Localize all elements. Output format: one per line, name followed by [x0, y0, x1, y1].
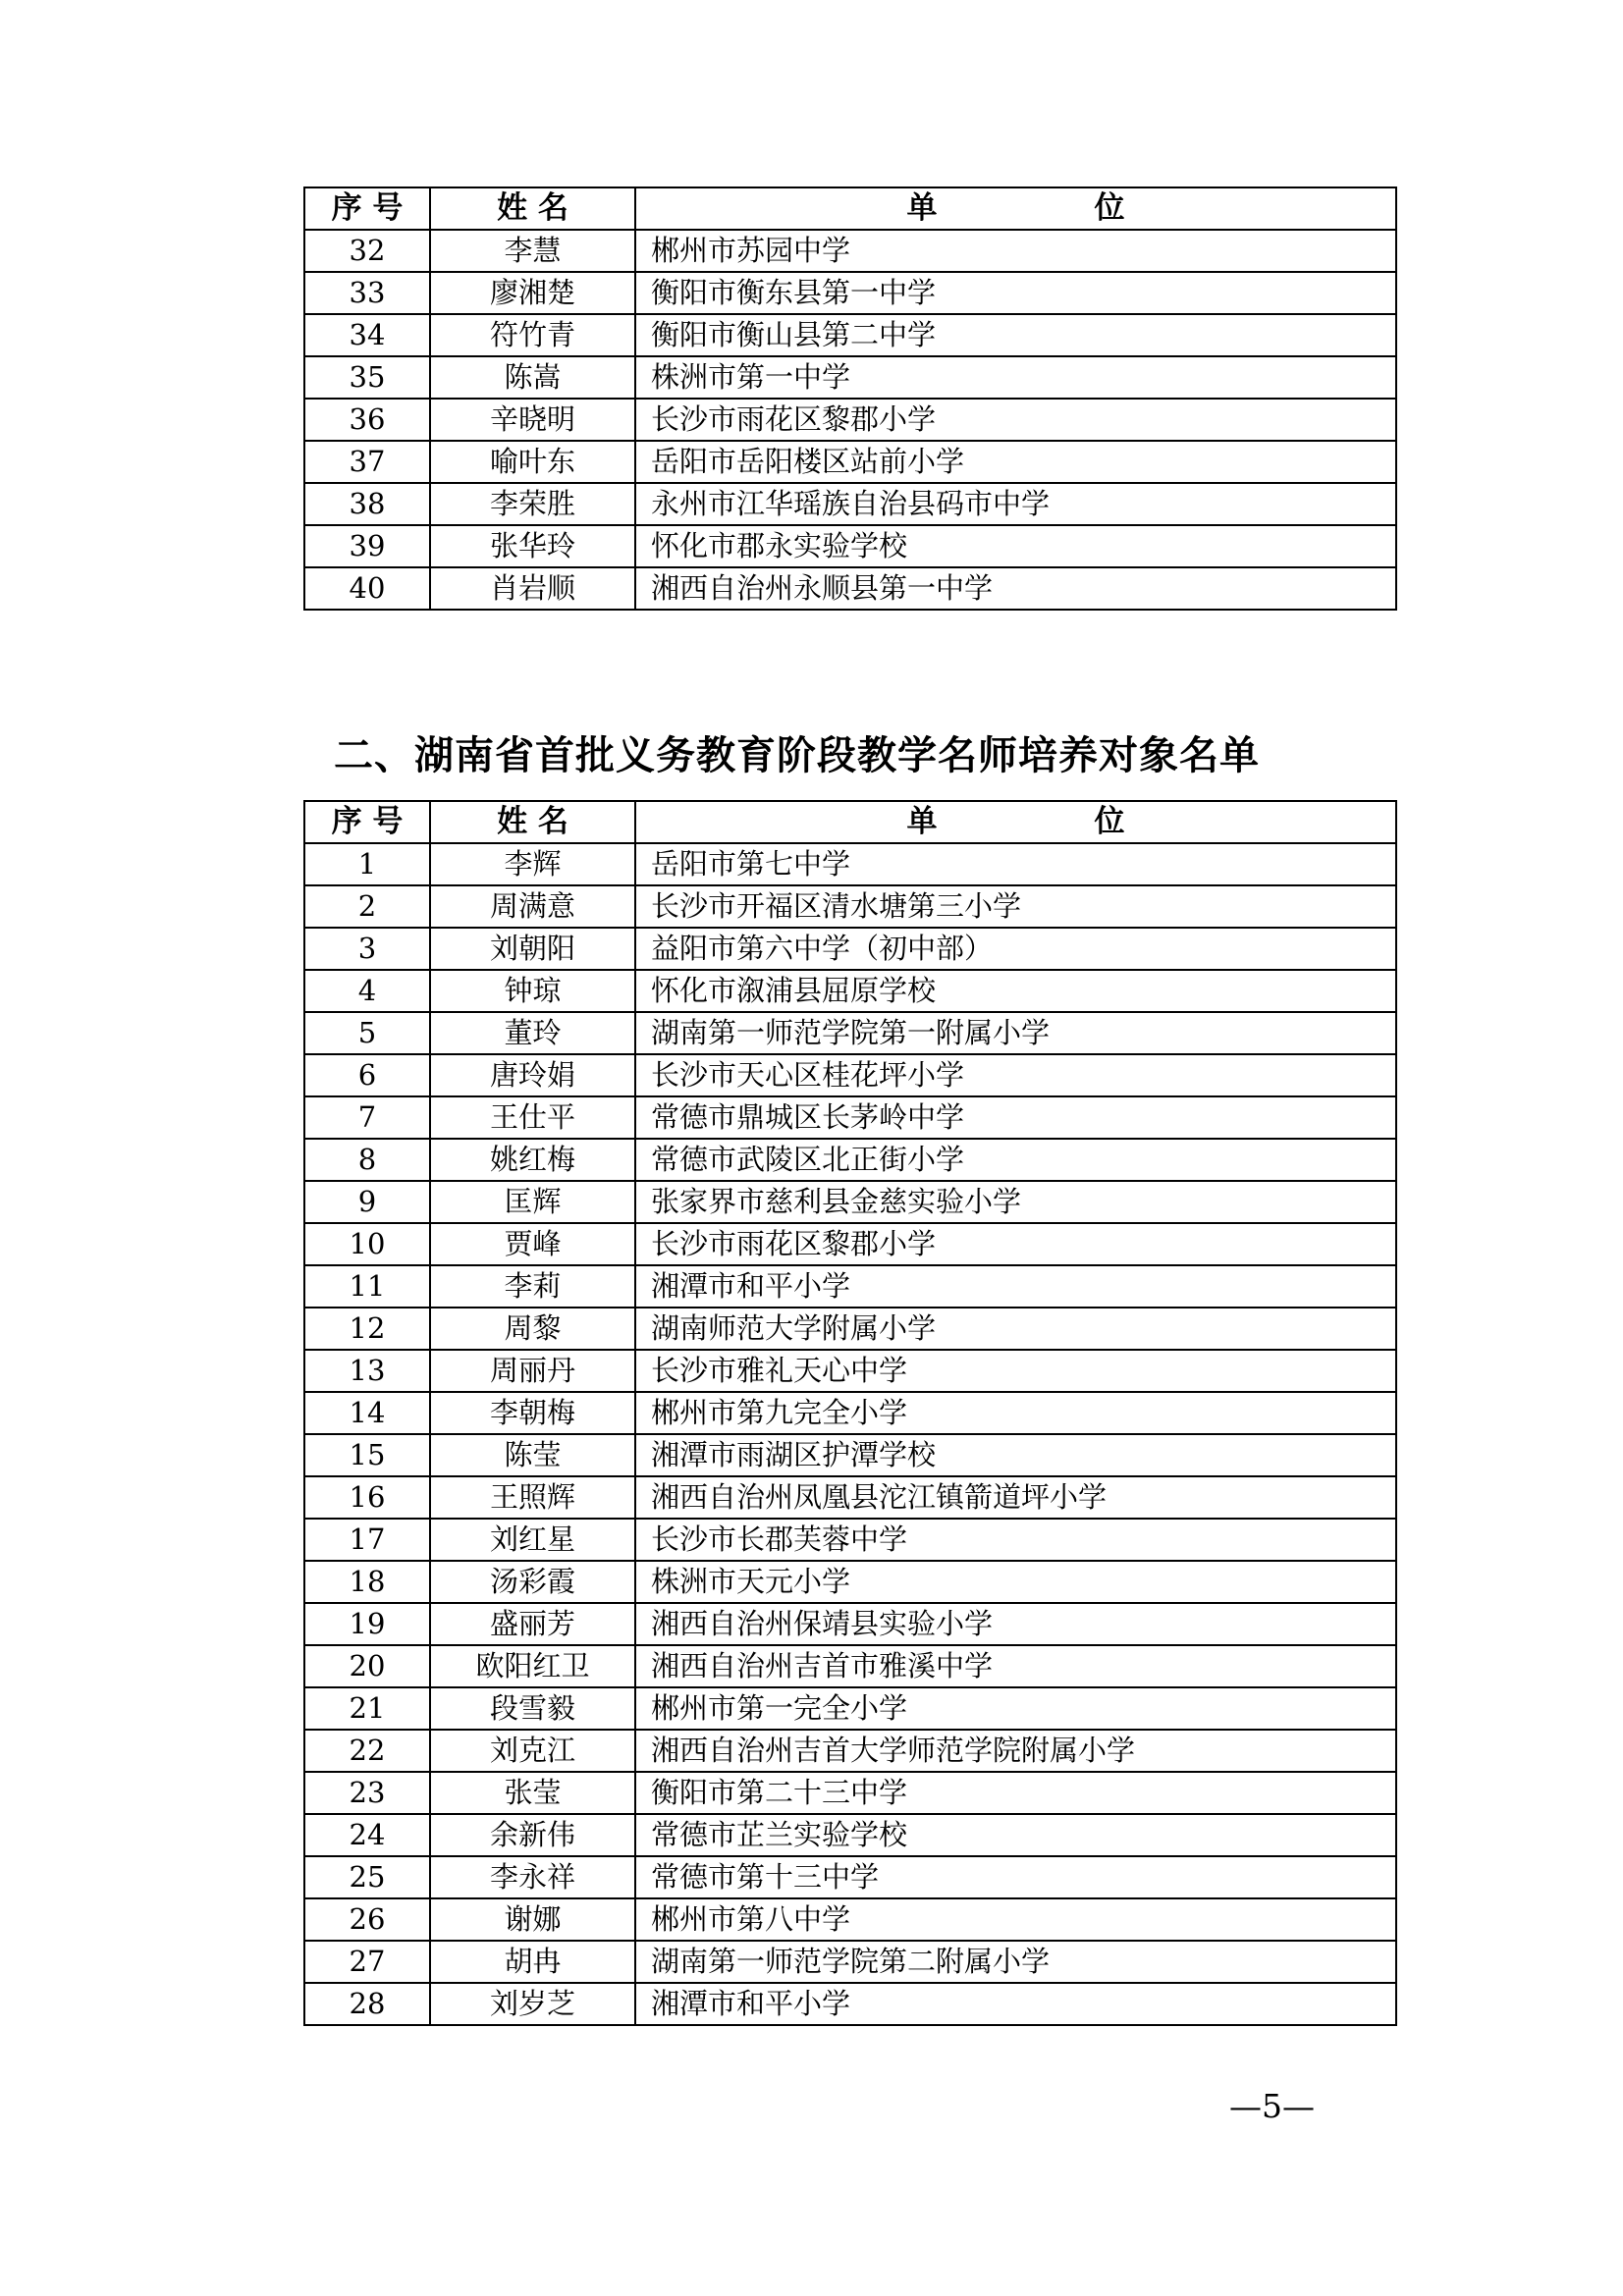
cell-no: 23: [304, 1772, 430, 1814]
cell-unit: 湘西自治州吉首市雅溪中学: [635, 1645, 1396, 1687]
cell-name: 董玲: [430, 1012, 635, 1054]
cell-no: 12: [304, 1308, 430, 1350]
table-row: [304, 1730, 1396, 1772]
roster-table-continued: [303, 187, 1397, 611]
table-row: [304, 1772, 1396, 1814]
cell-unit: 岳阳市第七中学: [635, 843, 1396, 885]
cell-no: 40: [304, 567, 430, 610]
roster-table-teachers: [303, 800, 1397, 2026]
cell-no: 27: [304, 1941, 430, 1983]
table-row: [304, 1139, 1396, 1181]
table-row: [304, 843, 1396, 885]
cell-unit: 长沙市天心区桂花坪小学: [635, 1054, 1396, 1096]
cell-name: 王照辉: [430, 1476, 635, 1519]
cell-unit: 湖南第一师范学院第一附属小学: [635, 1012, 1396, 1054]
cell-no: 19: [304, 1603, 430, 1645]
cell-name: 钟琼: [430, 970, 635, 1012]
cell-name: 李朝梅: [430, 1392, 635, 1434]
table-body: [304, 230, 1396, 610]
cell-unit: 株洲市第一中学: [635, 356, 1396, 399]
table-row: [304, 1476, 1396, 1519]
cell-unit: 湘潭市和平小学: [635, 1983, 1396, 2025]
cell-no: 8: [304, 1139, 430, 1181]
cell-no: 1: [304, 843, 430, 885]
table-row: [304, 1181, 1396, 1223]
table-row: [304, 567, 1396, 610]
cell-name: 李永祥: [430, 1856, 635, 1898]
cell-no: 6: [304, 1054, 430, 1096]
cell-unit: 湖南第一师范学院第二附属小学: [635, 1941, 1396, 1983]
table-row: [304, 1898, 1396, 1941]
header-unit-char-b: 位: [1094, 804, 1125, 839]
table-row: [304, 272, 1396, 314]
table-row: [304, 970, 1396, 1012]
cell-no: 21: [304, 1687, 430, 1730]
header-no: 序 号: [304, 801, 430, 843]
cell-name: 符竹青: [430, 314, 635, 356]
cell-no: 3: [304, 928, 430, 970]
table-row: [304, 1856, 1396, 1898]
cell-name: 周满意: [430, 885, 635, 928]
table-row: [304, 928, 1396, 970]
table-row: [304, 885, 1396, 928]
cell-name: 陈莹: [430, 1434, 635, 1476]
cell-unit: 株洲市天元小学: [635, 1561, 1396, 1603]
cell-unit: 怀化市溆浦县屈原学校: [635, 970, 1396, 1012]
cell-name: 李慧: [430, 230, 635, 272]
table-header-row: [304, 801, 1396, 843]
cell-unit: 衡阳市衡山县第二中学: [635, 314, 1396, 356]
cell-no: 4: [304, 970, 430, 1012]
cell-unit: 郴州市第八中学: [635, 1898, 1396, 1941]
cell-no: 7: [304, 1096, 430, 1139]
table-row: [304, 1687, 1396, 1730]
table-row: [304, 1012, 1396, 1054]
cell-unit: 怀化市郡永实验学校: [635, 525, 1396, 567]
cell-name: 欧阳红卫: [430, 1645, 635, 1687]
header-unit: [635, 801, 1396, 843]
cell-unit: 郴州市第九完全小学: [635, 1392, 1396, 1434]
cell-no: 20: [304, 1645, 430, 1687]
table-row: [304, 1350, 1396, 1392]
cell-name: 汤彩霞: [430, 1561, 635, 1603]
header-no: 序 号: [304, 187, 430, 230]
cell-name: 陈嵩: [430, 356, 635, 399]
cell-unit: 永州市江华瑶族自治县码市中学: [635, 483, 1396, 525]
cell-name: 王仕平: [430, 1096, 635, 1139]
cell-name: 余新伟: [430, 1814, 635, 1856]
cell-unit: 常德市武陵区北正街小学: [635, 1139, 1396, 1181]
cell-unit: 郴州市第一完全小学: [635, 1687, 1396, 1730]
cell-unit: 湘潭市和平小学: [635, 1265, 1396, 1308]
header-unit: [635, 187, 1396, 230]
cell-no: 9: [304, 1181, 430, 1223]
cell-name: 李荣胜: [430, 483, 635, 525]
header-unit-char-a: 单: [906, 190, 938, 226]
table-row: [304, 1814, 1396, 1856]
table-row: [304, 1096, 1396, 1139]
table-row: [304, 1983, 1396, 2025]
cell-no: 26: [304, 1898, 430, 1941]
table-row: [304, 1054, 1396, 1096]
table-row: [304, 525, 1396, 567]
cell-name: 周黎: [430, 1308, 635, 1350]
cell-unit: 常德市芷兰实验学校: [635, 1814, 1396, 1856]
cell-no: 32: [304, 230, 430, 272]
cell-unit: 益阳市第六中学（初中部）: [635, 928, 1396, 970]
cell-no: 22: [304, 1730, 430, 1772]
cell-name: 姚红梅: [430, 1139, 635, 1181]
cell-no: 36: [304, 399, 430, 441]
cell-name: 肖岩顺: [430, 567, 635, 610]
cell-name: 谢娜: [430, 1898, 635, 1941]
cell-unit: 长沙市雨花区黎郡小学: [635, 399, 1396, 441]
cell-name: 胡冉: [430, 1941, 635, 1983]
cell-unit: 湘潭市雨湖区护潭学校: [635, 1434, 1396, 1476]
header-unit-char-b: 位: [1094, 190, 1125, 226]
cell-no: 24: [304, 1814, 430, 1856]
cell-unit: 长沙市雅礼天心中学: [635, 1350, 1396, 1392]
cell-name: 辛晓明: [430, 399, 635, 441]
cell-name: 唐玲娟: [430, 1054, 635, 1096]
header-name: 姓 名: [430, 187, 635, 230]
table-row: [304, 441, 1396, 483]
cell-no: 39: [304, 525, 430, 567]
table-row: [304, 1561, 1396, 1603]
table-row: [304, 399, 1396, 441]
table-row: [304, 1603, 1396, 1645]
table-row: [304, 314, 1396, 356]
cell-name: 贾峰: [430, 1223, 635, 1265]
cell-unit: 衡阳市第二十三中学: [635, 1772, 1396, 1814]
header-unit-char-a: 单: [906, 804, 938, 839]
cell-no: 25: [304, 1856, 430, 1898]
cell-name: 刘岁芝: [430, 1983, 635, 2025]
cell-no: 37: [304, 441, 430, 483]
header-name: 姓 名: [430, 801, 635, 843]
cell-name: 廖湘楚: [430, 272, 635, 314]
cell-no: 13: [304, 1350, 430, 1392]
cell-name: 张华玲: [430, 525, 635, 567]
cell-unit: 常德市鼎城区长茅岭中学: [635, 1096, 1396, 1139]
table-row: [304, 1645, 1396, 1687]
cell-unit: 郴州市苏园中学: [635, 230, 1396, 272]
cell-name: 张莹: [430, 1772, 635, 1814]
cell-unit: 湘西自治州保靖县实验小学: [635, 1603, 1396, 1645]
cell-no: 35: [304, 356, 430, 399]
cell-name: 匡辉: [430, 1181, 635, 1223]
cell-no: 17: [304, 1519, 430, 1561]
cell-name: 盛丽芳: [430, 1603, 635, 1645]
cell-name: 刘红星: [430, 1519, 635, 1561]
table-row: [304, 483, 1396, 525]
cell-no: 11: [304, 1265, 430, 1308]
cell-no: 33: [304, 272, 430, 314]
cell-no: 38: [304, 483, 430, 525]
cell-unit: 长沙市长郡芙蓉中学: [635, 1519, 1396, 1561]
cell-no: 34: [304, 314, 430, 356]
table-row: [304, 1519, 1396, 1561]
table-row: [304, 1434, 1396, 1476]
table-row: [304, 1392, 1396, 1434]
table-row: [304, 1308, 1396, 1350]
cell-unit: 常德市第十三中学: [635, 1856, 1396, 1898]
cell-unit: 长沙市雨花区黎郡小学: [635, 1223, 1396, 1265]
cell-name: 李辉: [430, 843, 635, 885]
table-body: [304, 843, 1396, 2025]
page-number: —5—: [1229, 2087, 1315, 2125]
table-row: [304, 356, 1396, 399]
cell-name: 段雪毅: [430, 1687, 635, 1730]
cell-name: 周丽丹: [430, 1350, 635, 1392]
cell-no: 28: [304, 1983, 430, 2025]
cell-unit: 长沙市开福区清水塘第三小学: [635, 885, 1396, 928]
cell-no: 2: [304, 885, 430, 928]
cell-unit: 湖南师范大学附属小学: [635, 1308, 1396, 1350]
table-row: [304, 1223, 1396, 1265]
section-title: 二、湖南省首批义务教育阶段教学名师培养对象名单: [334, 733, 1260, 778]
table-header-row: [304, 187, 1396, 230]
table-row: [304, 230, 1396, 272]
cell-unit: 湘西自治州凤凰县沱江镇箭道坪小学: [635, 1476, 1396, 1519]
cell-unit: 衡阳市衡东县第一中学: [635, 272, 1396, 314]
cell-name: 喻叶东: [430, 441, 635, 483]
cell-no: 14: [304, 1392, 430, 1434]
cell-no: 18: [304, 1561, 430, 1603]
cell-no: 10: [304, 1223, 430, 1265]
table-row: [304, 1265, 1396, 1308]
cell-name: 刘朝阳: [430, 928, 635, 970]
cell-unit: 岳阳市岳阳楼区站前小学: [635, 441, 1396, 483]
cell-unit: 湘西自治州永顺县第一中学: [635, 567, 1396, 610]
cell-unit: 湘西自治州吉首大学师范学院附属小学: [635, 1730, 1396, 1772]
cell-unit: 张家界市慈利县金慈实验小学: [635, 1181, 1396, 1223]
cell-no: 15: [304, 1434, 430, 1476]
cell-name: 刘克江: [430, 1730, 635, 1772]
cell-name: 李莉: [430, 1265, 635, 1308]
cell-no: 5: [304, 1012, 430, 1054]
table-row: [304, 1941, 1396, 1983]
cell-no: 16: [304, 1476, 430, 1519]
